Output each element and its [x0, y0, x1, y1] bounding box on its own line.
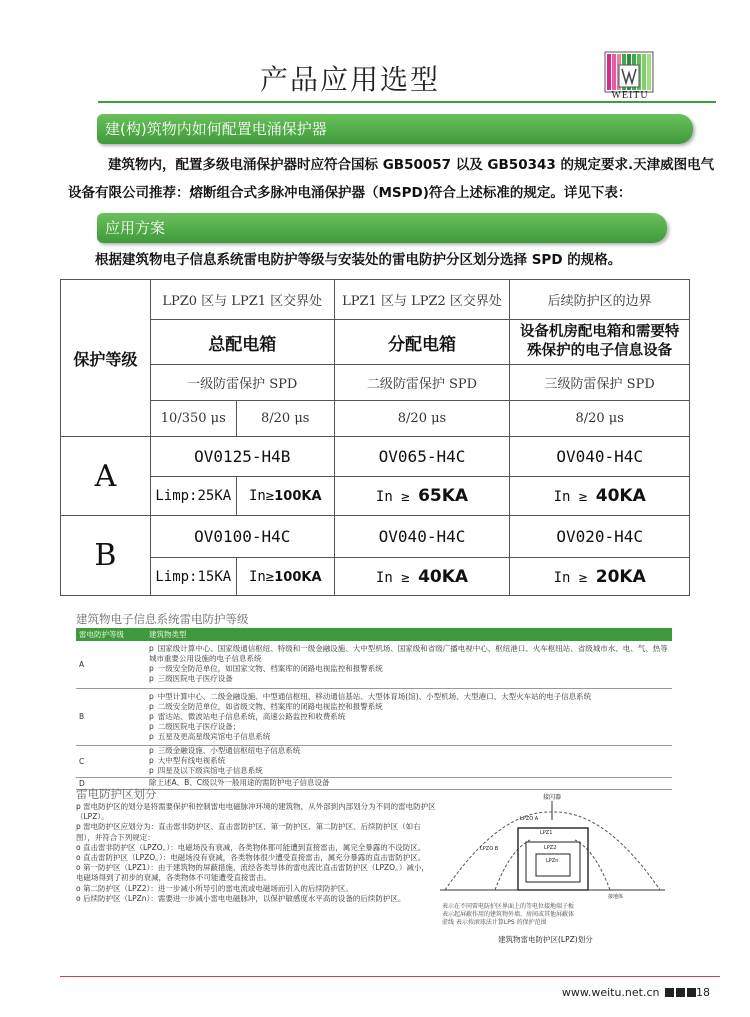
in-value: In ≥ 40KA	[510, 477, 690, 516]
lpz0a-label: LPZO A	[520, 816, 539, 822]
lpz1-label: LPZ1	[540, 830, 553, 836]
in-value: In ≥ 40KA	[334, 558, 510, 596]
grade-cell: A	[76, 641, 146, 688]
grade-a-label: A	[61, 437, 151, 516]
model-cell: OV065-H4C	[334, 437, 510, 477]
footer-rule	[60, 976, 720, 977]
legend-item: 表示起屏蔽作用的建筑物外墙、房间或其他屏蔽体	[442, 911, 575, 918]
type-cell: p 中型计算中心、二级金融设施、中型通信枢纽、移动通信基站、大型体育场(馆)、小型机场、大型港口、大型火车站的电子信息系统 p 二级安全防范单位，如省级文物、档案库的闭路电视监控和报警系统 p 雷达站、微波站电子信息系统，高速公路监控和收费系统 p 二级医院电子医疗设备； p 五星及更高星级宾馆电子信息系统	[146, 688, 672, 745]
diagram-legend	[442, 903, 574, 927]
lpz-item: o 后续防护区（LPZn）：需要进一步减小雷电电磁脉冲，以保护敏感度水平高的设备的后续防护区。	[76, 893, 406, 903]
logo-text: WEITU	[611, 90, 649, 101]
in-value: In ≥ 65KA	[334, 477, 510, 516]
page-title: 产品应用选型	[259, 63, 440, 96]
lpz-title: 雷电防护区划分	[76, 787, 157, 801]
model-cell: OV0125-H4B	[150, 437, 334, 477]
zone-header: LPZ0 区与 LPZ1 区交界处	[150, 280, 334, 320]
grade-cell: C	[76, 745, 146, 777]
spd-class: 二级防雷保护 SPD	[334, 365, 510, 401]
square-icon	[676, 988, 685, 997]
zone-header: 后续防护区的边界	[510, 280, 690, 320]
lpzn-label: LPZn	[546, 858, 559, 864]
ground-label: 接地体	[608, 894, 624, 900]
box-header: 设备机房配电箱和需要特殊保护的电子信息设备	[510, 320, 690, 365]
in-value: In ≥ 20KA	[510, 558, 690, 596]
type-cell: 除上述A、B、C级以外一般用途的需防护电子信息设备	[146, 777, 672, 789]
type-cell: p 国家级计算中心、国家级通信枢纽、特级和一级金融设施、大中型机场、国家级和省级广播电视中心、枢纽港口、火车枢纽站、省级城市水、电、气、热等城市重要公用设施的电子信息系统 p 一级安全防范单位，如国家文物、档案库的闭路电视监控和报警系统 p 三级医院电子医疗设备	[146, 641, 672, 688]
page-number: 18	[696, 986, 710, 999]
box-header: 总配电箱	[150, 320, 334, 365]
waveform: 8/20 μs	[236, 401, 334, 437]
limp-value: Limp:15KA	[150, 558, 236, 596]
lpz0b-label: LPZO B	[480, 846, 499, 852]
spd-selection-table	[60, 279, 690, 596]
footer-url: www.weitu.net.cn	[561, 986, 660, 999]
model-cell: OV040-H4C	[334, 516, 510, 558]
lpz-item: o 第一防护区（LPZ1）：由于建筑物的屏蔽措施、流经各类导体的雷电流比直击雷防护区（LPZO。）减小，电磁场得到了初步的衰减，各类物体不可能遭受直接雷击。	[76, 863, 429, 883]
classification-title: 建筑物电子信息系统雷电防护等级	[76, 612, 249, 626]
lpz-item: o 第二防护区（LPZ2）：进一步减小所导引的雷电流或电磁场而引入的后续防护区。	[76, 883, 353, 893]
col-type: 建筑物类型	[146, 628, 672, 641]
diagram-caption: 建筑物雷电防护区(LPZ)划分	[498, 935, 593, 944]
header-rule	[98, 101, 716, 103]
grade-cell: D	[76, 777, 146, 789]
rod-label: 接闪器	[542, 794, 562, 801]
section-banner-config: 建(构)筑物内如何配置电涌保护器	[97, 114, 693, 144]
type-cell: p 三级金融设施、小型通信枢纽电子信息系统 p 大中型有线电视系统 p 四星及以下级宾馆电子信息系统	[146, 745, 672, 777]
spd-class: 三级防雷保护 SPD	[510, 365, 690, 401]
model-cell: OV0100-H4C	[150, 516, 334, 558]
box-header: 分配电箱	[334, 320, 510, 365]
lpz2-label: LPZ2	[544, 845, 557, 851]
grade-cell: B	[76, 688, 146, 745]
classification-table	[76, 628, 672, 790]
solution-intro: 根据建筑物电子信息系统雷电防护等级与安装处的雷电防护分区划分选择 SPD 的规格。	[95, 252, 622, 268]
square-icon	[687, 988, 696, 997]
protection-level-label: 保护等级	[61, 280, 151, 437]
zone-header: LPZ1 区与 LPZ2 区交界处	[334, 280, 510, 320]
lpz-item: o 直击雷防护区（LPZO。）：电磁场没有衰减，各类物体很少遭受直接雷击，属充分暴露的直击雷防护区。	[76, 853, 426, 863]
in-value: In≥100KA	[236, 477, 334, 516]
waveform: 8/20 μs	[510, 401, 690, 437]
lpz-item: o 直击雷非防护区（LPZO。）：电磁场没有衰减，各类物体都可能遭到直接雷击，属完全暴露的不设防区。	[76, 842, 426, 852]
legend-item: 表示在不同雷电防护区界面上的等电位接地端子板	[442, 903, 575, 910]
square-icon	[665, 988, 674, 997]
footer	[562, 986, 710, 999]
intro-paragraph: 建筑物内，配置多级电涌保护器时应符合国标 GB50057 以及 GB50343 的规定要求.天津威图电气设备有限公司推荐：熔断组合式多脉冲电涌保护器（MSPD)符合上述标准的规定。详见下表：	[68, 157, 715, 201]
in-value: In≥100KA	[236, 558, 334, 596]
col-grade: 雷电防护等级	[76, 628, 146, 641]
lpz-item: p 雷电防护区的划分是将需要保护和控制雷电电磁脉冲环境的建筑物，从外部到内部划分为不同的雷电防护区（LPZ）。	[76, 802, 436, 822]
model-cell: OV040-H4C	[510, 437, 690, 477]
spd-class: 一级防雷保护 SPD	[150, 365, 334, 401]
section-banner-solution: 应用方案	[97, 213, 667, 243]
waveform: 8/20 μs	[334, 401, 510, 437]
waveform: 10/350 μs	[150, 401, 236, 437]
grade-b-label: B	[61, 516, 151, 596]
legend-item: 虚线 表示按滚球法计算LPS 的保护范围	[442, 919, 547, 926]
lpz-item: p 雷电防护区应划分为：直击雷非防护区、直击雷防护区、第一防护区、第二防护区、后续防护区（如右图），并符合下列规定：	[76, 822, 421, 842]
limp-value: Limp:25KA	[150, 477, 236, 516]
model-cell: OV020-H4C	[510, 516, 690, 558]
lpz-list	[76, 802, 436, 904]
